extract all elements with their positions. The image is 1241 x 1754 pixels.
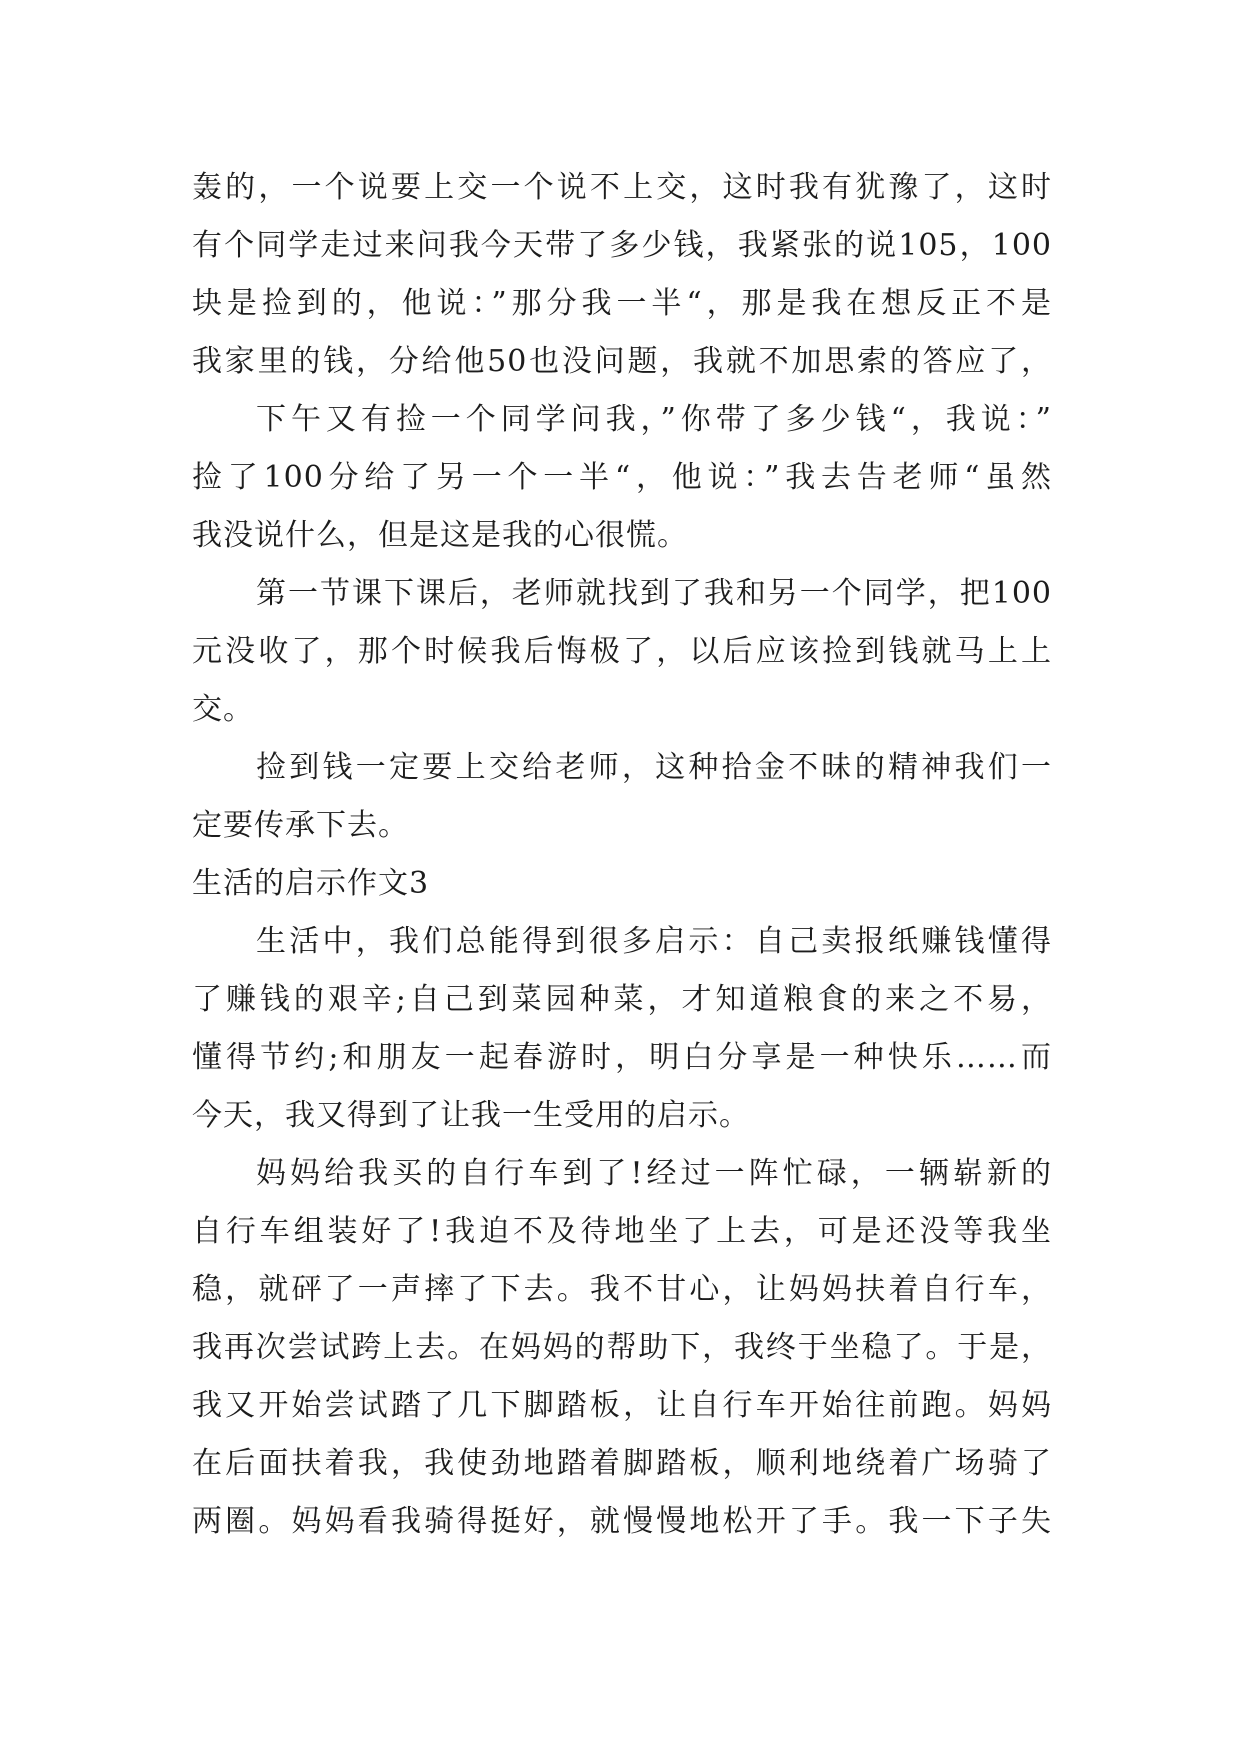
text-line: 元没收了，那个时候我后悔极了，以后应该捡到钱就马上上 (192, 634, 1052, 669)
text-line: 捡了100分给了另一个一半“，他说：”我去告老师“虽然 (192, 460, 1052, 495)
text-line: 第一节课下课后，老师就找到了我和另一个同学，把100 (256, 576, 1052, 611)
text-line: 在后面扶着我，我使劲地踏着脚踏板，顺利地绕着广场骑了 (192, 1446, 1052, 1481)
text-line: 生活中，我们总能得到很多启示：自己卖报纸赚钱懂得 (256, 924, 1052, 959)
text-line: 交。 (192, 692, 254, 727)
text-line: 我家里的钱，分给他50也没问题，我就不加思索的答应了， (192, 344, 1052, 379)
text-line: 懂得节约;和朋友一起春游时，明白分享是一种快乐……而 (192, 1040, 1052, 1075)
paragraph (192, 1145, 1052, 1551)
text-line: 轰的，一个说要上交一个说不上交，这时我有犹豫了，这时 (192, 170, 1052, 205)
document-body (192, 159, 1052, 1551)
text-line: 妈妈给我买的自行车到了!经过一阵忙碌，一辆崭新的 (256, 1156, 1052, 1191)
text-line: 了赚钱的艰辛;自己到菜园种菜，才知道粮食的来之不易， (192, 982, 1052, 1017)
text-line: 今天，我又得到了让我一生受用的启示。 (192, 1098, 750, 1133)
paragraph (192, 913, 1052, 1145)
text-line: 捡到钱一定要上交给老师，这种拾金不昧的精神我们一 (256, 750, 1052, 785)
text-line: 稳，就砰了一声摔了下去。我不甘心，让妈妈扶着自行车， (192, 1272, 1052, 1307)
paragraph (192, 159, 1052, 391)
text-line: 定要传承下去。 (192, 808, 409, 843)
text-line: 有个同学走过来问我今天带了多少钱，我紧张的说105，100 (192, 228, 1052, 263)
text-line: 我没说什么，但是这是我的心很慌。 (192, 518, 688, 553)
text-line: 我再次尝试跨上去。在妈妈的帮助下，我终于坐稳了。于是， (192, 1330, 1052, 1365)
paragraph (192, 391, 1052, 565)
section-heading: 生活的启示作文3 (192, 866, 430, 901)
text-line: 自行车组装好了!我迫不及待地坐了上去，可是还没等我坐 (192, 1214, 1052, 1249)
text-line: 块是捡到的，他说：”那分我一半“，那是我在想反正不是 (192, 286, 1052, 321)
text-line: 两圈。妈妈看我骑得挺好，就慢慢地松开了手。我一下子失 (192, 1504, 1052, 1539)
paragraph (192, 739, 1052, 855)
paragraph (192, 565, 1052, 739)
text-line: 下午又有捡一个同学问我，”你带了多少钱“，我说：” (256, 402, 1052, 437)
text-line: 我又开始尝试踏了几下脚踏板，让自行车开始往前跑。妈妈 (192, 1388, 1052, 1423)
